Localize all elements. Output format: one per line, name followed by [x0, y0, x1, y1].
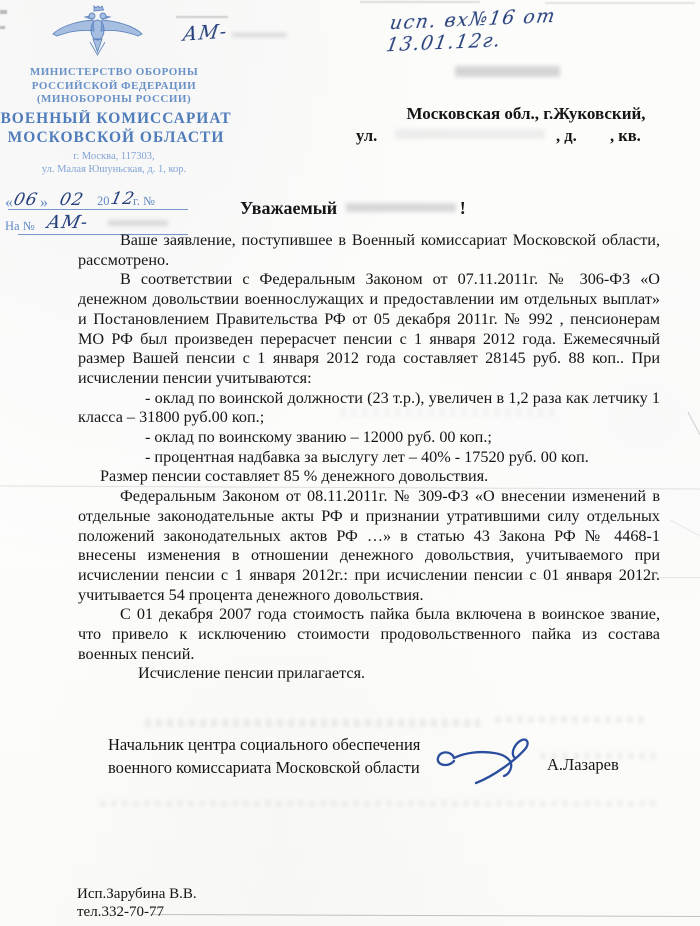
date-quote-close: »	[40, 194, 48, 211]
executor-name: Исп.Зарубина В.В.	[77, 886, 197, 902]
greeting-exclamation: !	[459, 198, 466, 218]
faded-ink-smudge	[232, 33, 287, 37]
redacted-greeting-name	[346, 203, 456, 212]
reference-label: На №	[5, 219, 35, 233]
organization-line-1: ВОЕННЫЙ КОМИССАРИАТ	[0, 110, 232, 127]
paragraph-intro: Ваше заявление, поступившее в Военный комиссариат Московской области, рассмотрено.	[78, 231, 660, 269]
signer-title-line-1: Начальник центра социального обеспечения	[108, 735, 421, 754]
handwritten-month: 02	[57, 190, 86, 210]
letterhead-address-block	[2, 150, 226, 176]
list-item-position-salary: - оклад по воинской должности (23 т.р.), увеличен в 1,2 раза как летчику 1 класса – 31800 руб.00 коп.;	[78, 388, 660, 427]
handwritten-year: 12	[108, 189, 137, 209]
list-item-service-bonus: - процентная надбавка за выслугу лет – 40% - 17520 руб. 00 коп.	[145, 447, 589, 466]
erased-text-remnant	[360, 1, 480, 3]
date-line	[5, 190, 205, 210]
organization-line-2: МОСКОВСКОЙ ОБЛАСТИ	[7, 128, 225, 146]
pen-smear	[176, 16, 228, 18]
paragraph-pension-percent: Размер пенсии составляет 85 % денежного довольствия.	[100, 467, 489, 486]
redacted-addressee-name	[455, 66, 560, 77]
ministry-line-1: МИНИСТЕРСТВО ОБОРОНЫ	[29, 66, 199, 78]
executor-phone: тел.332-70-77	[77, 904, 164, 920]
bleed-through-text	[100, 800, 660, 807]
signer-name: А.Лазарев	[547, 755, 619, 774]
letterhead-address-line-2: ул. Малая Юшуньская, д. 1, кор.	[41, 164, 187, 175]
printed-year-prefix: 20	[97, 194, 110, 208]
letterhead-organization-block	[0, 110, 236, 147]
corner-fold-line	[670, 520, 700, 538]
paragraph-law-306: В соответствии с Федеральным Законом от 07.11.2011г. № 306-ФЗ «О денежном довольствии военнослужащих и предоставлении им отдельных выплат» и Постановлением Правительства РФ от 05 декабря 2011г. № 992 , пенсионерам МО РФ был произведен перерасчет пенсии с 1 января 2012 года. Ежемесячный размер Вашей пенсии с 1 января 2012 года составляет 28145 руб. 88 коп.. При исчислении пенсии учитываются:	[78, 270, 660, 387]
signer-title-block	[108, 733, 420, 779]
scan-edge-mark	[0, 10, 7, 14]
ministry-line-2: РОССИЙСКОЙ ФЕДЕРАЦИИ	[31, 79, 197, 92]
printed-number-label: г. №	[133, 194, 155, 208]
handwritten-incoming-note: исп. вх№16 от 13.01.12г.	[384, 4, 558, 57]
letterhead-ministry-block	[2, 66, 226, 107]
greeting-word: Уважаемый	[240, 198, 338, 218]
bleed-through-text	[495, 716, 645, 723]
handwritten-reference: АМ-	[44, 212, 91, 233]
recipient-street-prefix: ул.	[356, 126, 378, 145]
paragraph-ration-2007: С 01 декабря 2007 года стоимость пайка была включена в воинское звание, что привело к исключению стоимости продовольственного пайка из состава военных пенсий.	[78, 605, 660, 663]
list-item-rank-salary: - оклад по воинскому званию – 12000 руб. 00 коп.;	[145, 428, 492, 447]
recipient-city-line: Московская обл., г.Жуковский,	[406, 104, 646, 123]
mod-eagle-emblem	[50, 4, 145, 58]
bottom-crease	[150, 914, 700, 917]
corner-fold-line	[687, 412, 700, 465]
bleed-through-text	[145, 719, 480, 727]
letter-body	[78, 231, 660, 684]
letterhead-address-line-1: г. Москва, 117303,	[73, 151, 155, 162]
erased-street-name	[395, 129, 545, 139]
scan-edge-mark	[0, 26, 5, 29]
handwritten-day: 06	[11, 190, 40, 210]
signer-title-line-2: военного комиссариата Московской области	[108, 758, 420, 777]
form-rule	[8, 209, 188, 210]
faded-reference-smudge	[108, 220, 168, 226]
ministry-line-3: (МИНОБОРОНЫ РОССИИ)	[36, 93, 192, 105]
date-quote-open: «	[5, 194, 13, 211]
greeting-line	[240, 198, 466, 219]
paragraph-attachment: Исчисление пенсии прилагается.	[138, 664, 366, 683]
executor-block	[77, 885, 197, 921]
handwritten-signature	[428, 736, 533, 791]
recipient-house-label: , д.	[556, 126, 577, 145]
recipient-flat-label: , кв.	[610, 126, 641, 145]
paragraph-law-309: Федеральным Законом от 08.11.2011г. № 309-ФЗ «О внесении изменений в отдельные законодательные акты РФ и признании утратившими силу отдельных положений законодательных актов РФ …» в статью 43 Закона РФ № 4468-1 внесены изменения в отношении денежного довольствия, учитываемого при исчислении пенсии с 1 января 2012г.: при исчислении пенсии с 01 января 2012г. учитывается 54 процента денежного довольствия.	[78, 487, 660, 604]
handwritten-registry-note: АМ-	[181, 20, 230, 46]
